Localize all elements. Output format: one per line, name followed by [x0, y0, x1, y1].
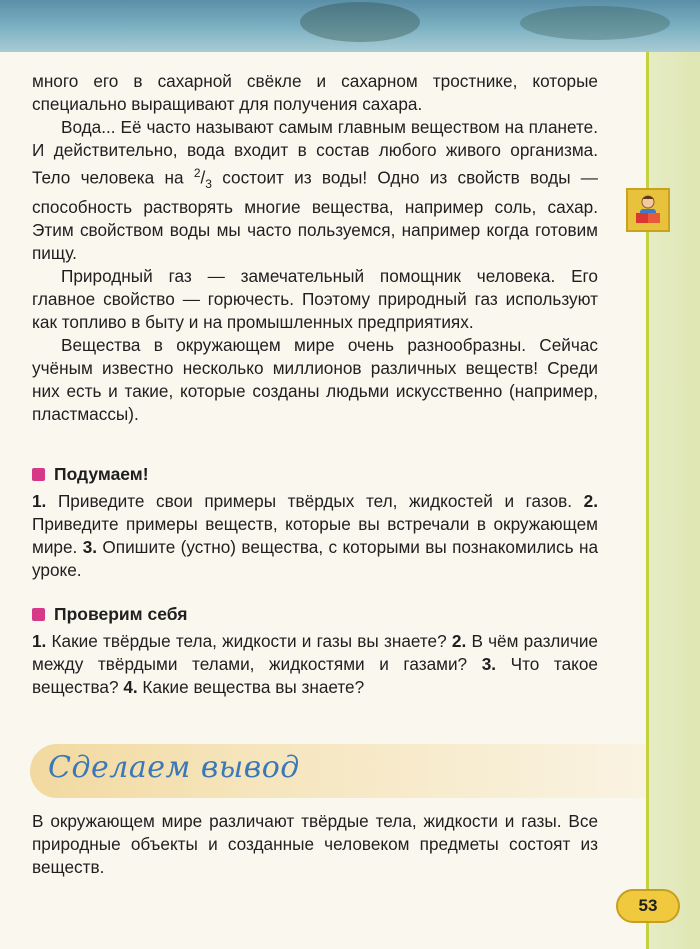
main-text	[32, 70, 598, 426]
paragraph-gas: Природный газ — замечательный помощник человека. Его главное свойство — горючесть. Поэтому природный газ используют как топливо в быту и на промышленных предприятиях.	[32, 266, 598, 333]
question-text: Опишите (устно) вещества, с которыми вы познакомились на уроке.	[32, 537, 598, 580]
question-number: 3.	[481, 654, 497, 674]
student-reading-icon	[626, 188, 670, 232]
paragraph-water: Вода... Её часто называют самым главным веществом на планете. И действительно, вода входит в состав любого живого организма. Тело человека на $^2/_3$ состоит из воды! Одно из свойств воды — способность растворять многие вещества, например соль, сахар. Этим свойством воды мы часто пользуемся, например когда готовим пищу.	[32, 117, 598, 264]
question-text: Приведите примеры веществ, которые вы встречали в окружающем мире.	[32, 514, 598, 557]
banner-foliage	[520, 6, 670, 40]
pink-square-icon	[32, 608, 45, 621]
think-title: Подумаем!	[54, 464, 149, 484]
think-heading	[32, 464, 149, 485]
banner-foliage	[300, 2, 420, 42]
water-text: Вода... Её часто называют самым главным веществом на планете. И действительно, вода входит в состав любого живого организма. Тело человека на	[32, 117, 598, 188]
pink-square-icon	[32, 468, 45, 481]
check-questions	[32, 630, 598, 699]
margin-line	[646, 52, 649, 949]
conclusion-text: В окружающем мире различают твёрдые тела, жидкости и газы. Все природные объекты и созданные человеком предметы состоят из веществ.	[32, 811, 598, 877]
paragraph-sugar: много его в сахарной свёкле и сахарном тростнике, которые специально выращивают для получения сахара.	[32, 71, 598, 114]
question-number: 2.	[583, 491, 598, 511]
page-number: 53	[616, 889, 680, 923]
conclusion-title: Сделаем вывод	[48, 750, 300, 785]
question-text: Какие твёрдые тела, жидкости и газы вы знаете?	[46, 631, 452, 651]
water-text-tail: состоит из воды! Одно из свойств воды — способность растворять многие вещества, например соль, сахар. Этим свойством воды мы часто пользуемся, например когда готовим пищу.	[32, 167, 598, 264]
question-text: Какие вещества вы знаете?	[137, 677, 365, 697]
fraction-numerator: 2	[193, 166, 201, 180]
check-title: Проверим себя	[54, 604, 188, 624]
think-questions	[32, 490, 598, 582]
question-text: Приведите свои примеры твёрдых тел, жидкостей и газов.	[46, 491, 584, 511]
fraction-denominator: 3	[205, 177, 212, 192]
check-heading	[32, 604, 188, 625]
question-number: 4.	[123, 677, 138, 697]
question-number: 3.	[82, 537, 98, 557]
paragraph-substances: Вещества в окружающем мире очень разнообразны. Сейчас учёным известно несколько миллионов различных веществ! Среди них есть и такие, которые созданы людьми искусственно (например, пластмассы).	[32, 335, 598, 425]
margin-strip	[648, 52, 700, 949]
top-photo-banner	[0, 0, 700, 52]
question-text: В чём различие между твёрдыми телами, жидкостями и газами?	[32, 631, 598, 674]
question-number: 1.	[32, 631, 47, 651]
question-number: 2.	[451, 631, 467, 651]
question-number: 1.	[32, 491, 47, 511]
question-text: Что такое вещества?	[32, 654, 598, 697]
